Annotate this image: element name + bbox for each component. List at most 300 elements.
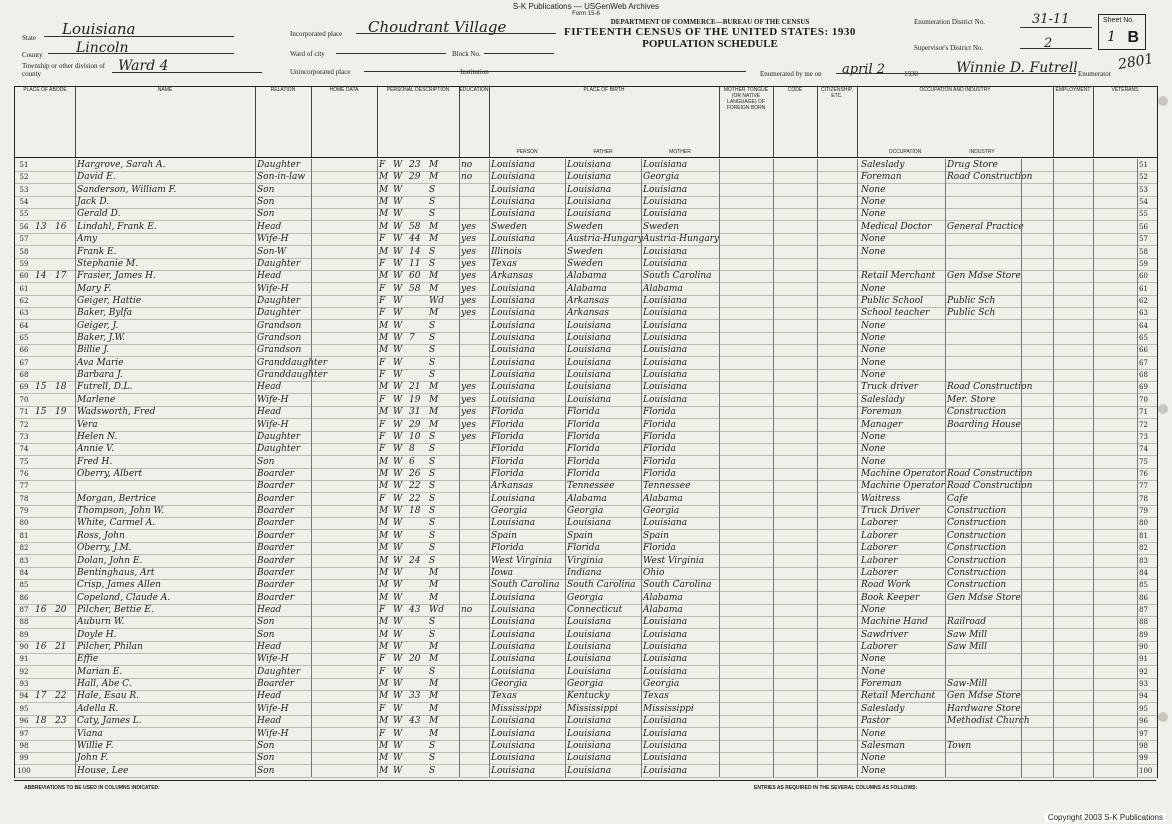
cell-name: Jack D. bbox=[77, 197, 110, 208]
table-row bbox=[15, 344, 1157, 357]
cell-race: W bbox=[393, 740, 403, 751]
cell-sex: M bbox=[379, 209, 389, 220]
cell-bp: Florida bbox=[491, 407, 524, 418]
cell-bp: Florida bbox=[491, 469, 524, 479]
cell-sex: F bbox=[379, 419, 386, 430]
cell-n: 54 bbox=[19, 198, 29, 207]
cell-fam: 20 bbox=[55, 604, 67, 615]
cell-ind: Saw Mill bbox=[947, 642, 987, 653]
table-row bbox=[15, 629, 1157, 642]
cell-fb: Louisiana bbox=[567, 740, 612, 751]
cell-occ: Retail Merchant bbox=[861, 691, 936, 702]
place-of-birth-label: PLACE OF BIRTH bbox=[583, 87, 625, 93]
table-row bbox=[15, 307, 1157, 320]
cell-n: 83 bbox=[19, 556, 29, 565]
cell-n: 94 bbox=[19, 692, 29, 701]
cell-fb: Georgia bbox=[567, 506, 604, 517]
col-name: NAME bbox=[75, 87, 256, 157]
cell-mb: Alabama bbox=[643, 592, 683, 603]
table-row bbox=[15, 604, 1157, 617]
cell-name: Oberry, Albert bbox=[77, 469, 143, 479]
cell-bp: Louisiana bbox=[491, 592, 536, 603]
cell-fb: Alabama bbox=[567, 283, 607, 294]
institution-label: Institution bbox=[460, 68, 489, 76]
cell-sex: F bbox=[379, 493, 386, 504]
cell-line-right: 86 bbox=[1139, 593, 1148, 602]
cell-ind: Construction bbox=[947, 530, 1007, 541]
cell-name: Adella R. bbox=[77, 703, 119, 714]
cell-sex: M bbox=[379, 320, 389, 331]
cell-occ: None bbox=[861, 197, 886, 208]
cell-n: 63 bbox=[19, 309, 29, 318]
cell-rel: Head bbox=[257, 604, 282, 615]
cell-occ: Truck driver bbox=[861, 382, 919, 393]
cell-fb: Louisiana bbox=[567, 172, 612, 183]
cell-race: W bbox=[393, 258, 403, 269]
cell-ms: M bbox=[429, 679, 439, 690]
cell-fb: Georgia bbox=[567, 592, 604, 603]
cell-name: Viana bbox=[77, 728, 103, 739]
cell-age: 58 bbox=[409, 283, 421, 294]
cell-occ: None bbox=[861, 728, 886, 739]
cell-line-right: 72 bbox=[1139, 420, 1148, 429]
cell-ind: Construction bbox=[947, 555, 1007, 566]
cell-ms: M bbox=[429, 580, 439, 591]
cell-race: W bbox=[393, 716, 403, 727]
cell-ind: Road Construction bbox=[947, 172, 1033, 183]
cell-n: 89 bbox=[19, 630, 29, 639]
cell-mb: Louisiana bbox=[643, 394, 688, 405]
cell-line-right: 80 bbox=[1139, 519, 1148, 528]
cell-line-right: 93 bbox=[1139, 680, 1148, 689]
cell-rel: Wife-H bbox=[257, 283, 289, 294]
cell-sex: M bbox=[379, 271, 389, 282]
cell-line-right: 70 bbox=[1139, 395, 1148, 404]
page-stamp: 2801 bbox=[1116, 51, 1155, 73]
cell-sex: M bbox=[379, 567, 389, 578]
cell-sex: F bbox=[379, 703, 386, 714]
cell-occ: School teacher bbox=[861, 308, 930, 319]
table-row bbox=[15, 752, 1157, 765]
table-row bbox=[15, 233, 1157, 246]
cell-ms: S bbox=[429, 469, 436, 479]
cell-line-right: 64 bbox=[1139, 321, 1148, 330]
cell-sex: F bbox=[379, 160, 386, 170]
cell-bp: Louisiana bbox=[491, 728, 536, 739]
cell-occ: None bbox=[861, 320, 886, 331]
cell-bp: Texas bbox=[491, 691, 517, 702]
cell-n: 59 bbox=[19, 259, 29, 268]
sheet-number-box bbox=[1098, 14, 1146, 50]
cell-age: 58 bbox=[409, 221, 421, 232]
cell-rel: Son bbox=[257, 617, 275, 628]
cell-mb: Florida bbox=[643, 456, 676, 467]
cell-edu: yes bbox=[461, 382, 477, 393]
cell-mb: Louisiana bbox=[643, 728, 688, 739]
cell-ms: M bbox=[429, 592, 439, 603]
cell-ms: M bbox=[429, 234, 439, 245]
cell-n: 62 bbox=[19, 296, 29, 305]
cell-occ: Road Work bbox=[861, 580, 911, 591]
cell-sex: M bbox=[379, 716, 389, 727]
cell-ind: Road Construction bbox=[947, 382, 1033, 393]
table-row bbox=[15, 493, 1157, 506]
table-row bbox=[15, 480, 1157, 493]
cell-rel: Boarder bbox=[257, 592, 295, 603]
cell-occ: None bbox=[861, 234, 886, 245]
cell-fb: Louisiana bbox=[567, 197, 612, 208]
cell-mb: Georgia bbox=[643, 172, 680, 183]
cell-name: Caty, James L. bbox=[77, 716, 142, 727]
cell-occ: Laborer bbox=[861, 518, 898, 529]
cell-edu: yes bbox=[461, 308, 477, 319]
cell-age: 19 bbox=[409, 394, 421, 405]
state-value: Louisiana bbox=[62, 20, 136, 38]
cell-edu: yes bbox=[461, 234, 477, 245]
cell-occ: Laborer bbox=[861, 530, 898, 541]
cell-line-right: 77 bbox=[1139, 482, 1148, 491]
cell-bp: Louisiana bbox=[491, 493, 536, 504]
cell-fb: Florida bbox=[567, 444, 600, 455]
cell-sex: M bbox=[379, 629, 389, 640]
cell-rel: Wife-H bbox=[257, 419, 289, 430]
birth-mother-label: MOTHER bbox=[669, 149, 691, 155]
cell-name: Willie F. bbox=[77, 740, 114, 751]
cell-line-right: 83 bbox=[1139, 556, 1148, 565]
cell-fb: Florida bbox=[567, 419, 600, 430]
cell-mb: Louisiana bbox=[643, 716, 688, 727]
col-place-of-abode: PLACE OF ABODE bbox=[15, 87, 76, 157]
cell-occ: Public School bbox=[861, 295, 923, 306]
cell-line-right: 89 bbox=[1139, 630, 1148, 639]
cell-occ: None bbox=[861, 184, 886, 195]
title-block bbox=[560, 18, 860, 50]
cell-name: Geiger, Hattie bbox=[77, 295, 142, 306]
cell-fb: Indiana bbox=[567, 567, 602, 578]
cell-occ: Retail Merchant bbox=[861, 271, 936, 282]
cell-rel: Son bbox=[257, 184, 275, 195]
cell-name: Hale, Esau R. bbox=[77, 691, 139, 702]
cell-fb: Florida bbox=[567, 469, 600, 479]
cell-race: W bbox=[393, 246, 403, 257]
col-mother-tongue: MOTHER TONGUE (OR NATIVE LANGUAGE) OF FOREIGN BORN bbox=[719, 87, 774, 157]
cell-mb: Louisiana bbox=[643, 160, 688, 170]
col-home-data: HOME DATA bbox=[311, 87, 378, 157]
cell-rel: Head bbox=[257, 221, 282, 232]
cell-sex: F bbox=[379, 394, 386, 405]
cell-rel: Wife-H bbox=[257, 728, 289, 739]
cell-n: 60 bbox=[19, 272, 29, 281]
cell-age: 20 bbox=[409, 654, 421, 665]
cell-age: 10 bbox=[409, 431, 421, 442]
cell-race: W bbox=[393, 221, 403, 232]
cell-occ: Waitress bbox=[861, 493, 901, 504]
cell-name: Thompson, John W. bbox=[77, 506, 165, 517]
cell-name: Hall, Abe C. bbox=[77, 679, 132, 690]
cell-line-right: 91 bbox=[1139, 655, 1148, 664]
cell-line-right: 76 bbox=[1139, 470, 1148, 478]
cell-mb: Louisiana bbox=[643, 184, 688, 195]
cell-line-right: 96 bbox=[1139, 717, 1148, 726]
cell-sex: F bbox=[379, 283, 386, 294]
cell-fb: Louisiana bbox=[567, 765, 612, 776]
cell-n: 99 bbox=[19, 754, 29, 763]
cell-bp: Louisiana bbox=[491, 184, 536, 195]
cell-ms: S bbox=[429, 555, 436, 566]
cell-fb: Florida bbox=[567, 543, 600, 554]
cell-age: 43 bbox=[409, 604, 421, 615]
table-row bbox=[15, 641, 1157, 654]
cell-line-right: 66 bbox=[1139, 346, 1148, 355]
cell-ms: S bbox=[429, 530, 436, 541]
archive-banner: S-K Publications — USGenWeb Archives bbox=[512, 2, 660, 11]
cell-fam: 16 bbox=[55, 221, 67, 232]
cell-occ: Salesman bbox=[861, 740, 906, 751]
cell-name: Frasier, James H. bbox=[77, 271, 156, 282]
cell-bp: Louisiana bbox=[491, 283, 536, 294]
cell-mb: Louisiana bbox=[643, 642, 688, 653]
cell-rel: Head bbox=[257, 271, 282, 282]
cell-rel: Grandson bbox=[257, 320, 302, 331]
cell-mb: Louisiana bbox=[643, 753, 688, 764]
cell-fb: Sweden bbox=[567, 258, 604, 269]
cell-rel: Boarder bbox=[257, 530, 295, 541]
table-row bbox=[15, 184, 1157, 197]
cell-name: Lindahl, Frank E. bbox=[77, 221, 157, 232]
cell-bp: Georgia bbox=[491, 506, 528, 517]
cell-rel: Head bbox=[257, 642, 282, 653]
cell-ms: M bbox=[429, 703, 439, 714]
table-row bbox=[15, 678, 1157, 691]
cell-n: 79 bbox=[19, 507, 29, 516]
cell-race: W bbox=[393, 469, 403, 479]
table-row bbox=[15, 579, 1157, 592]
cell-rel: Grandson bbox=[257, 333, 302, 344]
cell-bp: Louisiana bbox=[491, 394, 536, 405]
cell-rel: Son bbox=[257, 740, 275, 751]
cell-race: W bbox=[393, 666, 403, 677]
cell-ms: S bbox=[429, 765, 436, 776]
cell-race: W bbox=[393, 357, 403, 368]
county-value: Lincoln bbox=[76, 40, 129, 56]
cell-fam: 23 bbox=[55, 716, 67, 727]
cell-rel: Son bbox=[257, 753, 275, 764]
cell-fb: Alabama bbox=[567, 493, 607, 504]
cell-line-right: 99 bbox=[1139, 754, 1148, 763]
cell-occ: Manager bbox=[861, 419, 903, 430]
industry-label: INDUSTRY bbox=[969, 149, 995, 155]
cell-mb: Louisiana bbox=[643, 617, 688, 628]
cell-ms: M bbox=[429, 221, 439, 232]
cell-n: 52 bbox=[19, 173, 29, 182]
cell-ms: M bbox=[429, 728, 439, 739]
cell-fb: Louisiana bbox=[567, 184, 612, 195]
cell-ind: Construction bbox=[947, 567, 1007, 578]
cell-occ: Book Keeper bbox=[861, 592, 920, 603]
cell-bp: Arkansas bbox=[491, 481, 534, 492]
copyright-notice: Copyright 2003 S-K Publications bbox=[1045, 813, 1166, 822]
cell-sex: M bbox=[379, 617, 389, 628]
supervisor-label: Supervisor's District No. bbox=[914, 44, 984, 52]
cell-sex: M bbox=[379, 530, 389, 541]
cell-mb: Louisiana bbox=[643, 518, 688, 529]
cell-ms: S bbox=[429, 258, 436, 269]
cell-name: Stephanie M. bbox=[77, 258, 138, 269]
sheet-number: 1 bbox=[1107, 29, 1116, 45]
cell-race: W bbox=[393, 629, 403, 640]
cell-sex: M bbox=[379, 691, 389, 702]
cell-race: W bbox=[393, 506, 403, 517]
cell-mb: Ohio bbox=[643, 567, 665, 578]
cell-fb: Louisiana bbox=[567, 716, 612, 727]
cell-fb: Louisiana bbox=[567, 382, 612, 393]
cell-occ: None bbox=[861, 431, 886, 442]
cell-rel: Daughter bbox=[257, 444, 301, 455]
cell-occ: Saleslady bbox=[861, 703, 905, 714]
cell-race: W bbox=[393, 654, 403, 665]
cell-ms: S bbox=[429, 370, 436, 381]
table-row bbox=[15, 357, 1157, 370]
table-row bbox=[15, 406, 1157, 419]
cell-race: W bbox=[393, 160, 403, 170]
cell-rel: Boarder bbox=[257, 543, 295, 554]
cell-occ: Machine Operator bbox=[861, 469, 945, 479]
cell-mb: Spain bbox=[643, 530, 669, 541]
cell-line-right: 94 bbox=[1139, 692, 1148, 701]
col-employment: EMPLOYMENT bbox=[1053, 87, 1094, 157]
cell-n: 53 bbox=[19, 185, 29, 194]
cell-ms: M bbox=[429, 654, 439, 665]
cell-occ: Foreman bbox=[861, 172, 902, 183]
cell-occ: None bbox=[861, 283, 886, 294]
place-value: Choudrant Village bbox=[368, 18, 507, 36]
cell-n: 92 bbox=[19, 667, 29, 676]
cell-race: W bbox=[393, 271, 403, 282]
cell-name: Wadsworth, Fred bbox=[77, 407, 156, 418]
cell-sex: M bbox=[379, 246, 389, 257]
cell-line-right: 92 bbox=[1139, 667, 1148, 676]
cell-occ: None bbox=[861, 246, 886, 257]
cell-name: Copeland, Claude A. bbox=[77, 592, 171, 603]
cell-occ: None bbox=[861, 765, 886, 776]
cell-fam: 17 bbox=[55, 271, 67, 282]
cell-n: 97 bbox=[19, 729, 29, 738]
footer bbox=[14, 780, 1156, 813]
cell-sex: F bbox=[379, 308, 386, 319]
cell-ind: Hardware Store bbox=[947, 703, 1021, 714]
cell-occ: None bbox=[861, 444, 886, 455]
sheet-label: Sheet No. bbox=[1103, 17, 1135, 24]
cell-fb: Louisiana bbox=[567, 394, 612, 405]
table-row bbox=[15, 196, 1157, 209]
cell-fb: Arkansas bbox=[567, 295, 610, 306]
cell-rel: Boarder bbox=[257, 469, 295, 479]
cell-mb: Alabama bbox=[643, 283, 683, 294]
cell-ind: Construction bbox=[947, 407, 1007, 418]
cell-rel: Daughter bbox=[257, 160, 301, 170]
cell-bp: Florida bbox=[491, 543, 524, 554]
cell-bp: Louisiana bbox=[491, 172, 536, 183]
cell-bp: Louisiana bbox=[491, 716, 536, 727]
cell-race: W bbox=[393, 703, 403, 714]
cell-bp: Louisiana bbox=[491, 160, 536, 170]
table-row bbox=[15, 394, 1157, 407]
table-row bbox=[15, 555, 1157, 568]
cell-mb: Florida bbox=[643, 431, 676, 442]
cell-fb: Louisiana bbox=[567, 518, 612, 529]
cell-ms: M bbox=[429, 407, 439, 418]
table-row bbox=[15, 159, 1157, 172]
cell-ms: S bbox=[429, 666, 436, 677]
cell-name: White, Carmel A. bbox=[77, 518, 156, 529]
cell-edu: yes bbox=[461, 431, 477, 442]
cell-bp: Louisiana bbox=[491, 740, 536, 751]
cell-fb: South Carolina bbox=[567, 580, 636, 591]
cell-race: W bbox=[393, 518, 403, 529]
cell-bp: Spain bbox=[491, 530, 517, 541]
enum-district-value: 31-11 bbox=[1032, 12, 1070, 27]
cell-ind: Saw-Mill bbox=[947, 679, 988, 690]
cell-name: Pilcher, Bettie E. bbox=[77, 604, 154, 615]
cell-mb: Georgia bbox=[643, 679, 680, 690]
cell-mb: Louisiana bbox=[643, 197, 688, 208]
cell-ms: S bbox=[429, 740, 436, 751]
cell-line-right: 71 bbox=[1139, 408, 1148, 417]
footer-abbreviations: ABBREVIATIONS TO BE USED IN COLUMNS INDICATED: bbox=[24, 785, 160, 791]
footer-entries: ENTRIES AS REQUIRED IN THE SEVERAL COLUMNS AS FOLLOWS: bbox=[754, 785, 918, 791]
cell-mb: Louisiana bbox=[643, 357, 688, 368]
cell-bp: Georgia bbox=[491, 679, 528, 690]
cell-fb: Louisiana bbox=[567, 320, 612, 331]
table-row bbox=[15, 703, 1157, 716]
cell-age: 26 bbox=[409, 469, 421, 479]
cell-line-right: 57 bbox=[1139, 235, 1148, 244]
cell-race: W bbox=[393, 320, 403, 331]
cell-mb: Louisiana bbox=[643, 629, 688, 640]
cell-line-right: 82 bbox=[1139, 544, 1148, 553]
cell-n: 80 bbox=[19, 519, 29, 528]
cell-fb: Louisiana bbox=[567, 753, 612, 764]
cell-name: Auburn W. bbox=[77, 617, 125, 628]
cell-edu: no bbox=[461, 172, 473, 183]
cell-occ: None bbox=[861, 333, 886, 344]
cell-bp: Louisiana bbox=[491, 295, 536, 306]
cell-n: 78 bbox=[19, 494, 29, 503]
cell-fb: Tennessee bbox=[567, 481, 615, 492]
cell-fb: Virginia bbox=[567, 555, 604, 566]
table-row bbox=[15, 653, 1157, 666]
cell-mb: Alabama bbox=[643, 604, 683, 615]
cell-sex: M bbox=[379, 765, 389, 776]
cell-bp: Sweden bbox=[491, 221, 528, 232]
cell-age: 23 bbox=[409, 160, 421, 170]
table-row bbox=[15, 171, 1157, 184]
cell-dw: 17 bbox=[35, 691, 47, 702]
table-row bbox=[15, 221, 1157, 234]
cell-name: Ross, John bbox=[77, 530, 125, 541]
binder-hole bbox=[1158, 712, 1168, 722]
table-row bbox=[15, 468, 1157, 481]
cell-fb: Georgia bbox=[567, 679, 604, 690]
cell-sex: M bbox=[379, 333, 389, 344]
cell-line-right: 97 bbox=[1139, 729, 1148, 738]
cell-bp: Louisiana bbox=[491, 197, 536, 208]
cell-ind: Public Sch bbox=[947, 295, 996, 306]
cell-ms: M bbox=[429, 382, 439, 393]
cell-age: 22 bbox=[409, 481, 421, 492]
cell-name: Effie bbox=[77, 654, 99, 665]
cell-ind: Drug Store bbox=[947, 160, 998, 170]
